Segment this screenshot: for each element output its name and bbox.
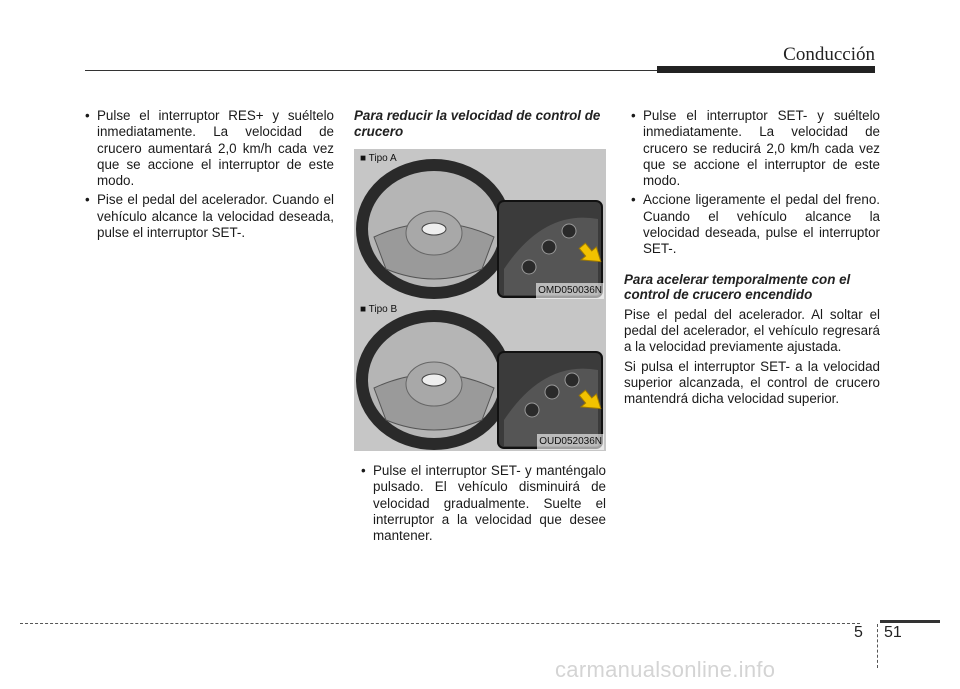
- bullet-list: [624, 108, 880, 258]
- footer-rule: [20, 623, 860, 624]
- footer-bar: [880, 620, 940, 623]
- watermark: carmanualsonline.info: [555, 657, 776, 682]
- bullet-item: • Pulse el interruptor RES+ y suéltelo inmediatamente. La velocidad de crucero aumentará 2,0 km/h cada vez que se accione el interruptor de este modo.: [78, 108, 334, 189]
- header-rule: [85, 70, 657, 71]
- panel-label: ■ Tipo B: [360, 304, 398, 315]
- header-bar: [657, 66, 875, 73]
- steering-wheel-figure: [354, 149, 606, 451]
- panel-label: ■ Tipo A: [360, 153, 397, 164]
- page-header-title: Conducción: [783, 44, 875, 65]
- bullet-item: • Pise el pedal del acelerador. Cuando el vehículo alcance la velocidad deseada, pulse el interruptor SET-.: [78, 192, 334, 241]
- section-subheading: Para acelerar temporalmente con el control de crucero encendido: [624, 271, 851, 303]
- bullet-item: • Accione ligeramente el pedal del freno. Cuando el vehículo alcance la velocidad deseada, pulse el interruptor SET-.: [624, 192, 880, 257]
- column-3: [624, 108, 880, 410]
- panel-code: OMD050036N: [536, 283, 604, 299]
- bullet-item: • Pulse el interruptor SET- y manténgalo pulsado. El vehículo disminuirá de velocidad gradualmente. Suelte el interruptor a la velocidad que desee mantener.: [354, 463, 606, 544]
- body-paragraph: Si pulsa el interruptor SET- a la velocidad superior alcanzada, el control de crucero mantendrá dicha velocidad superior.: [624, 358, 880, 407]
- bullet-list: [354, 463, 606, 544]
- figure-panel-type-b: [354, 300, 606, 451]
- bullet-item: • Pulse el interruptor SET- y suéltelo inmediatamente. La velocidad de crucero se reducirá 2,0 km/h cada vez que se accione el interruptor de este modo.: [624, 108, 880, 189]
- bullet-list: [78, 108, 334, 241]
- section-number: 5: [854, 624, 863, 641]
- figure-panel-type-a: [354, 149, 606, 300]
- section-subheading: Para reducir la velocidad de control de crucero: [354, 108, 601, 139]
- steering-wheel-illustration: [354, 149, 606, 300]
- column-1: [78, 108, 334, 244]
- page-number: 51: [884, 624, 902, 641]
- footer-divider: [877, 624, 878, 668]
- steering-wheel-illustration: [354, 300, 606, 451]
- column-2: [354, 108, 606, 547]
- body-paragraph: Pise el pedal del acelerador. Al soltar el pedal del acelerador, el vehículo regresará a la velocidad previamente ajustada.: [624, 306, 880, 355]
- panel-code: OUD052036N: [537, 434, 604, 450]
